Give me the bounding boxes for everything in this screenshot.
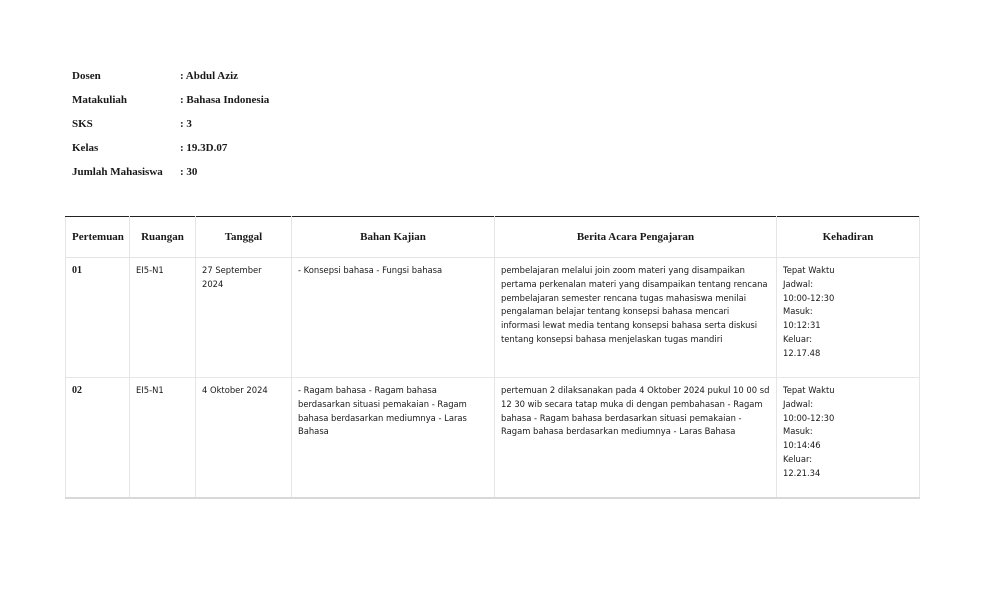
header-tanggal: Tanggal: [196, 217, 292, 258]
cell-kehadiran: [777, 258, 920, 378]
attendance-out-label: Keluar:: [783, 453, 813, 464]
header-pertemuan: Pertemuan: [66, 217, 130, 258]
table-row: [66, 378, 920, 499]
attendance-out-label: Keluar:: [783, 333, 813, 344]
cell-berita-acara: pertemuan 2 dilaksanakan pada 4 Oktober 2024 pukul 10 00 sd 12 30 wib secara tatap muka di dengan pembahasan - Ragam bahasa - Ragam bahasa berdasarkan situasi pemakaian - Ragam bahasa berdasarkan mediumnya - Laras Bahasa: [495, 378, 777, 499]
info-value: : 3: [180, 118, 192, 130]
info-label: SKS: [72, 118, 93, 130]
attendance-in-time: 10:14:46: [783, 440, 821, 451]
attendance-schedule-label: Jadwal:: [783, 278, 814, 289]
attendance-schedule: 10:00-12:30: [783, 292, 835, 303]
cell-ruangan: EI5-N1: [130, 258, 196, 378]
cell-tanggal: 27 September 2024: [196, 258, 292, 378]
cell-berita-acara: pembelajaran melalui join zoom materi yang disampaikan pertama perkenalan materi yang disampaikan tentang rencana pembelajaran semester rencana tugas mahasiswa menilai pengalaman belajar tentang konsepsi bahasa mencari informasi lewat media tentang konsepsi bahasa serta diskusi tentang konsepsi bahasa menjelaskan tugas mandiri: [495, 258, 777, 378]
attendance-out-time: 12.21.34: [783, 467, 821, 478]
cell-pertemuan: 02: [66, 378, 130, 499]
cell-kehadiran: [777, 378, 920, 499]
attendance-in-label: Masuk:: [783, 426, 813, 437]
attendance-in-label: Masuk:: [783, 306, 813, 317]
header-ruangan: Ruangan: [130, 217, 196, 258]
attendance-schedule-label: Jadwal:: [783, 398, 814, 409]
cell-tanggal: 4 Oktober 2024: [196, 378, 292, 499]
info-row-sks: [72, 118, 269, 142]
info-value: : 19.3D.07: [180, 142, 228, 154]
header-bahan-kajian: Bahan Kajian: [292, 217, 495, 258]
table-row: [66, 258, 920, 378]
attendance-status: Tepat Waktu: [783, 265, 835, 275]
info-label: Kelas: [72, 142, 99, 154]
info-row-kelas: [72, 142, 269, 166]
info-row-matakuliah: [72, 94, 269, 118]
attendance-table: [65, 216, 920, 499]
info-row-dosen: [72, 70, 269, 94]
info-label: Matakuliah: [72, 94, 128, 106]
attendance-out-time: 12.17.48: [783, 347, 821, 358]
attendance-schedule: 10:00-12:30: [783, 412, 835, 423]
cell-pertemuan: 01: [66, 258, 130, 378]
cell-bahan-kajian: - Konsepsi bahasa - Fungsi bahasa: [292, 258, 495, 378]
info-value: : Abdul Aziz: [180, 70, 239, 82]
info-value: : Bahasa Indonesia: [180, 94, 270, 106]
cell-ruangan: EI5-N1: [130, 378, 196, 499]
table-header-row: [66, 217, 920, 258]
info-label: Jumlah Mahasiswa: [72, 166, 163, 178]
header-berita-acara: Berita Acara Pengajaran: [495, 217, 777, 258]
info-row-jumlah-mahasiswa: [72, 166, 269, 190]
course-info: [72, 70, 269, 190]
attendance-status: Tepat Waktu: [783, 385, 835, 395]
cell-bahan-kajian: - Ragam bahasa - Ragam bahasa berdasarkan situasi pemakaian - Ragam bahasa berdasarkan mediumnya - Laras Bahasa: [292, 378, 495, 499]
header-kehadiran: Kehadiran: [777, 217, 920, 258]
attendance-in-time: 10:12:31: [783, 320, 821, 331]
info-label: Dosen: [72, 70, 101, 82]
info-value: : 30: [180, 166, 198, 178]
